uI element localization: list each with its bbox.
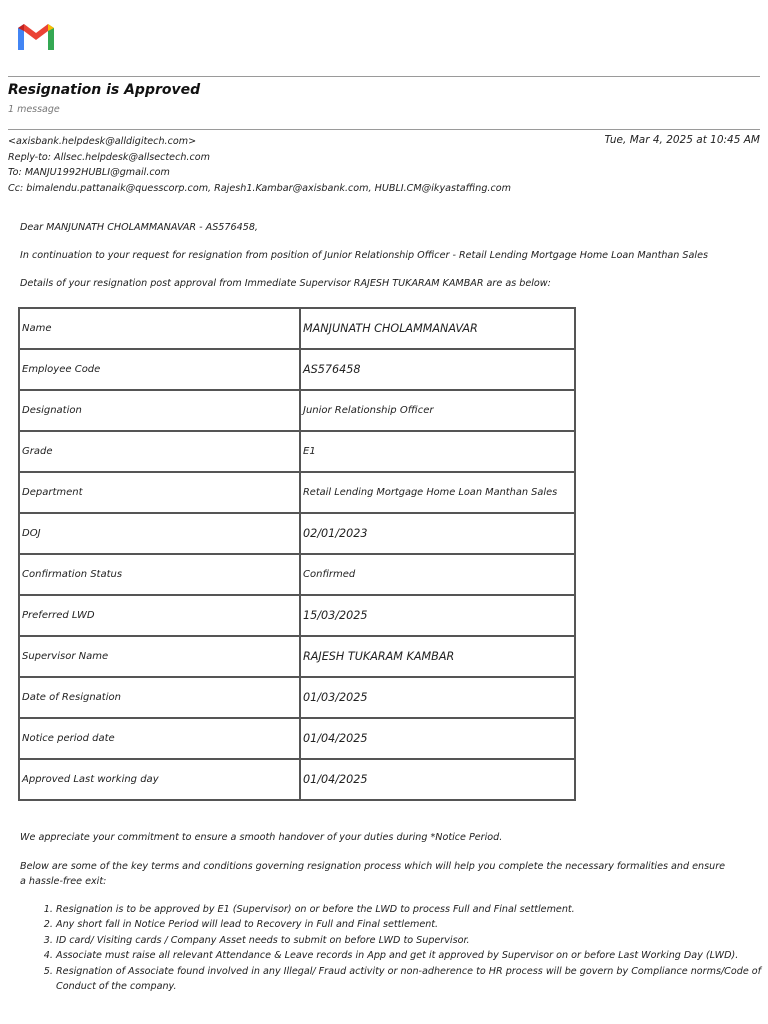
sender-address[interactable]: <axisbank.helpdesk@alldigitech.com>	[8, 136, 197, 147]
row-label: Name	[19, 308, 300, 349]
row-label: Date of Resignation	[19, 677, 300, 718]
row-value: 01/04/2025	[300, 759, 575, 800]
row-label: Grade	[19, 431, 300, 472]
terms-intro-paragraph: Below are some of the key terms and conditions governing resignation process which will help you complete the necessary formalities and ensure a hassle-free exit:	[20, 861, 726, 887]
greeting: Dear MANJUNATH CHOLAMMANAVAR - AS576458,	[20, 222, 258, 233]
to-line: To: MANJU1992HUBLI@gmail.com	[8, 167, 170, 178]
row-value: 01/03/2025	[300, 677, 575, 718]
row-value: 01/04/2025	[300, 718, 575, 759]
row-label: Approved Last working day	[19, 759, 300, 800]
list-item: 2. Any short fall in Notice Period will lead to Recovery in Full and Final settlement.	[56, 917, 768, 932]
cc-line: Cc: bimalendu.pattanaik@quesscorp.com, Rajesh1.Kambar@axisbank.com, HUBLI.CM@ikyastaffing.com	[8, 182, 511, 194]
list-item: 4. Associate must raise all relevant Attendance & Leave records in App and get it approved by Supervisor on or before Last Working Day (LWD).	[56, 948, 768, 963]
table-row	[19, 390, 575, 431]
table-row	[19, 431, 575, 472]
terms-list	[20, 902, 768, 994]
row-value: Confirmed	[300, 554, 575, 595]
table-row	[19, 718, 575, 759]
row-value: MANJUNATH CHOLAMMANAVAR	[300, 308, 575, 349]
table-row	[19, 595, 575, 636]
row-label: Preferred LWD	[19, 595, 300, 636]
row-label: Confirmation Status	[19, 554, 300, 595]
row-label: Department	[19, 472, 300, 513]
row-value: AS576458	[300, 349, 575, 390]
list-item: 5. Resignation of Associate found involved in any Illegal/ Fraud activity or non-adherence to HR process will be govern by Compliance norms/Code of Conduct of the company.	[56, 964, 768, 995]
table-row	[19, 349, 575, 390]
list-item: 3. ID card/ Visiting cards / Company Asset needs to submit on before LWD to Supervisor.	[56, 933, 768, 948]
table-row	[19, 513, 575, 554]
row-value: 02/01/2023	[300, 513, 575, 554]
appreciation-paragraph: We appreciate your commitment to ensure a smooth handover of your duties during *Notice Period.	[20, 832, 503, 843]
message-count: 1 message	[8, 104, 60, 115]
subject-divider	[8, 129, 760, 130]
row-value: E1	[300, 431, 575, 472]
row-label: Supervisor Name	[19, 636, 300, 677]
reply-to-line: Reply-to: Allsec.helpdesk@allsectech.com	[8, 151, 210, 163]
header-divider	[8, 76, 760, 77]
row-label: Notice period date	[19, 718, 300, 759]
row-label: Employee Code	[19, 349, 300, 390]
row-value: 15/03/2025	[300, 595, 575, 636]
email-date: Tue, Mar 4, 2025 at 10:45 AM	[604, 134, 760, 146]
table-row	[19, 636, 575, 677]
resignation-details-table	[18, 307, 576, 801]
gmail-logo-icon	[16, 20, 56, 52]
intro-paragraph: In continuation to your request for resignation from position of Junior Relationship Officer - Retail Lending Mortgage Home Loan Manthan Sales	[20, 250, 708, 261]
email-subject: Resignation is Approved	[8, 82, 201, 98]
table-row	[19, 554, 575, 595]
table-row	[19, 308, 575, 349]
list-item: 1. Resignation is to be approved by E1 (Supervisor) on or before the LWD to process Full and Final settlement.	[56, 902, 768, 917]
table-row	[19, 759, 575, 800]
table-row	[19, 677, 575, 718]
row-label: DOJ	[19, 513, 300, 554]
row-label: Designation	[19, 390, 300, 431]
row-value: Retail Lending Mortgage Home Loan Manthan Sales	[300, 472, 575, 513]
row-value: Junior Relationship Officer	[300, 390, 575, 431]
table-row	[19, 472, 575, 513]
row-value: RAJESH TUKARAM KAMBAR	[300, 636, 575, 677]
details-intro: Details of your resignation post approval from Immediate Supervisor RAJESH TUKARAM KAMBAR are as below:	[20, 278, 551, 289]
